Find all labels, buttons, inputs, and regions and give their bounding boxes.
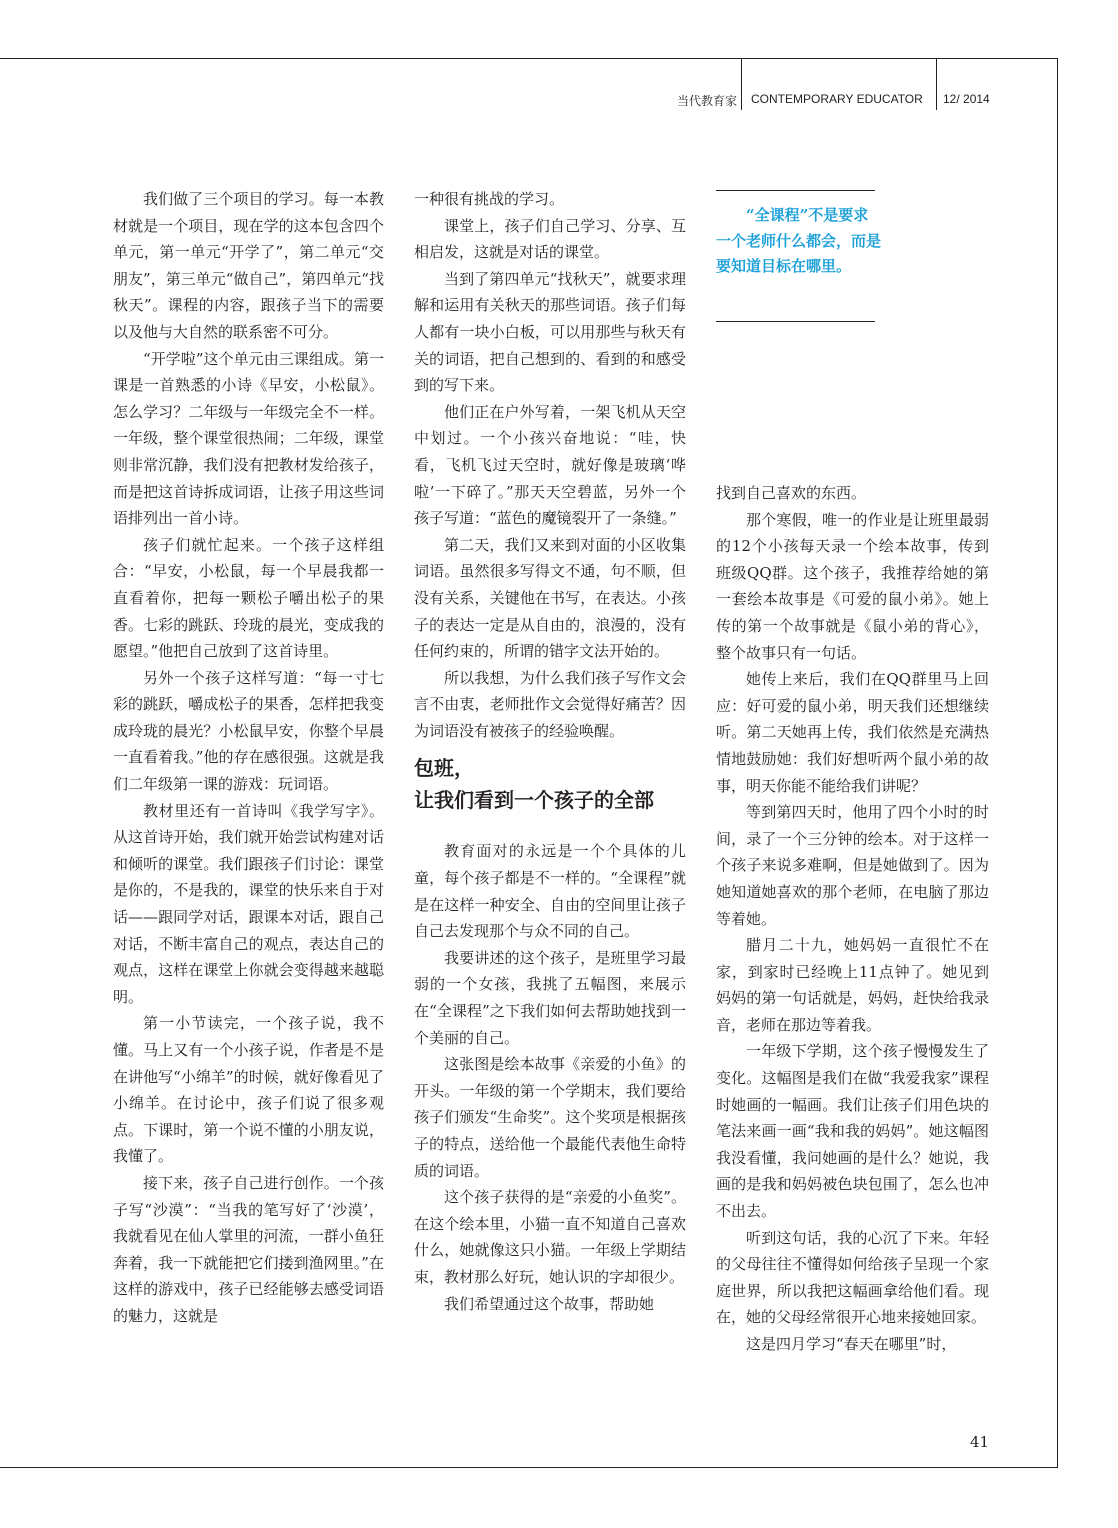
paragraph: 我们希望通过这个故事，帮助她	[444, 1294, 655, 1313]
section-title-line-1: 包班，	[414, 756, 474, 781]
paragraph: 接下来，孩子自己进行创作。一个孩子写“沙漠”：“当我的笔写好了‘沙漠’，我就看见在仙人掌里的河流，一群小鱼狂奔着，我一下就能把它们搂到渔网里。”在这样的游戏中，孩子已经能够去感受词语的魅力，这就是	[113, 1173, 384, 1325]
column-3	[716, 480, 989, 1358]
paragraph: 这是四月学习“春天在哪里”时，	[746, 1335, 957, 1353]
paragraph: 一年级下学期，这个孩子慢慢发生了变化。这幅图是我们在做“我爱我家”课程时她画的一幅画。我们让孩子们用色块的笔法来画一画“我和我的妈妈”。她这幅图我没看懂，我问她画的是什么？她说，我画的是我和妈妈被色块包围了，怎么也冲不出去。	[716, 1042, 989, 1221]
paragraph: 第二天，我们又来到对面的小区收集词语。虽然很多写得文不通，句不顺，但没有关系，关键他在书写，在表达。小孩子的表达一定是从自由的，浪漫的，没有任何约束的，所谓的错字文法开始的。	[414, 535, 686, 661]
header-divider-2	[936, 58, 937, 110]
paragraph: 找到自己喜欢的东西。	[716, 484, 867, 502]
paragraph: 腊月二十九，她妈妈一直很忙不在家，到家时已经晚上11点钟了。她见到妈妈的第一句话就是，妈妈，赶快给我录音，老师在那边等着我。	[716, 936, 989, 1034]
paragraph: 我要讲述的这个孩子，是班里学习最弱的一个女孩，我挑了五幅图，来展示在“全课程”之下我们如何去帮助她找到一个美丽的自己。	[414, 948, 686, 1047]
top-rule	[0, 58, 1058, 59]
pull-quote: “全课程”不是要求一个老师什么都会，而是要知道目标在哪里。	[716, 206, 882, 275]
section-title-line-2: 让我们看到一个孩子的全部	[414, 788, 654, 813]
paragraph: 孩子们就忙起来。一个孩子这样组合：“早安，小松鼠，每一个早晨我都一直看着你，把每一颗松子嚼出松子的果香。七彩的跳跃、玲珑的晨光，变成我的愿望。”他把自己放到了这首诗里。	[113, 535, 384, 661]
header-issue: 12/ 2014	[943, 92, 990, 106]
column-1	[113, 186, 384, 1330]
section-title	[414, 752, 686, 816]
bottom-rule	[0, 1467, 1058, 1468]
paragraph: “开学啦”这个单元由三课组成。第一课是一首熟悉的小诗《早安，小松鼠》。怎么学习？二年级与一年级完全不一样。一年级，整个课堂很热闹；二年级，课堂则非常沉静，我们没有把教材发给孩子，而是把这首诗拆成词语，让孩子用这些词语排列出一首小诗。	[113, 349, 384, 528]
paragraph: 一种很有挑战的学习。	[414, 190, 565, 208]
paragraph: 第一小节读完，一个孩子说，我不懂。马上又有一个小孩子说，作者是不是在讲他写“小绵羊”的时候，就好像看见了小绵羊。在讨论中，孩子们说了很多观点。下课时，第一个说不懂的小朋友说，我懂了。	[113, 1014, 384, 1166]
right-rule	[1057, 58, 1058, 1468]
paragraph: 另外一个孩子这样写道：“每一寸七彩的跳跃，嚼成松子的果香，怎样把我变成玲珑的晨光？小松鼠早安，你整个早晨一直看着我。”他的存在感很强。这就是我们二年级第一课的游戏：玩词语。	[113, 668, 384, 794]
header-magazine-en: CONTEMPORARY EDUCATOR	[751, 92, 923, 106]
paragraph: 听到这句话，我的心沉了下来。年轻的父母往往不懂得如何给孩子呈现一个家庭世界，所以我把这幅画拿给他们看。现在，她的父母经常很开心地来接她回家。	[716, 1228, 989, 1327]
paragraph: 教育面对的永远是一个个具体的儿童，每个孩子都是不一样的。“全课程”就是在这样一种安全、自由的空间里让孩子自己去发现那个与众不同的自己。	[414, 842, 686, 941]
paragraph: 等到第四天时，他用了四个小时的时间，录了一个三分钟的绘本。对于这样一个孩子来说多难啊，但是她做到了。因为她知道她喜欢的那个老师，在电脑了那边等着她。	[716, 803, 989, 928]
paragraph: 课堂上，孩子们自己学习、分享、互相启发，这就是对话的课堂。	[414, 216, 686, 262]
paragraph: 他们正在户外写着，一架飞机从天空中划过。一个小孩兴奋地说：“哇，快看，飞机飞过天空时，就好像是玻璃‘哗啦’一下碎了。”那天天空碧蓝，另外一个孩子写道：“蓝色的魔镜裂开了一条缝。”	[414, 402, 686, 528]
paragraph: 当到了第四单元“找秋天”，就要求理解和运用有关秋天的那些词语。孩子们每人都有一块小白板，可以用那些与秋天有关的词语，把自己想到的、看到的和感受到的写下来。	[414, 269, 686, 395]
pull-quote-bottom-rule	[716, 321, 875, 322]
paragraph: 这个孩子获得的是“亲爱的小鱼奖”。在这个绘本里，小猫一直不知道自己喜欢什么，她就像这只小猫。一年级上学期结束，教材那么好玩，她认识的字却很少。	[414, 1188, 686, 1286]
page-number: 41	[970, 1433, 990, 1451]
paragraph: 这张图是绘本故事《亲爱的小鱼》的开头。一年级的第一个学期末，我们要给孩子们颁发“生命奖”。这个奖项是根据孩子的特点，送给他一个最能代表他生命特质的词语。	[414, 1055, 686, 1180]
paragraph: 所以我想，为什么我们孩子写作文会言不由衷，老师批作文会觉得好痛苦？因为词语没有被孩子的经验唤醒。	[414, 668, 686, 740]
header-divider-1	[741, 58, 742, 110]
header-magazine-cn: 当代教育家	[677, 94, 738, 108]
pull-quote-top-rule	[716, 190, 875, 191]
paragraph: 我们做了三个项目的学习。每一本教材就是一个项目，现在学的这本包含四个单元，第一单元“开学了”，第二单元“交朋友”，第三单元“做自己”，第四单元“找秋天”。课程的内容，跟孩子当下的需要以及他与大自然的联系密不可分。	[113, 190, 384, 341]
column-2	[414, 186, 686, 1317]
paragraph: 她传上来后，我们在QQ群里马上回应：好可爱的鼠小弟，明天我们还想继续听。第二天她再上传，我们依然是充满热情地鼓励她：我们好想听两个鼠小弟的故事，明天你能不能给我们讲呢？	[716, 670, 989, 795]
paragraph: 那个寒假，唯一的作业是让班里最弱的12个小孩每天录一个绘本故事，传到班级QQ群。这个孩子，我推荐给她的第一套绘本故事是《可爱的鼠小弟》。她上传的第一个故事就是《鼠小弟的背心》，整个故事只有一句话。	[716, 510, 989, 662]
paragraph: 教材里还有一首诗叫《我学写字》。从这首诗开始，我们就开始尝试构建对话和倾听的课堂。我们跟孩子们讨论：课堂是你的，不是我的，课堂的快乐来自于对话——跟同学对话，跟课本对话，跟自己对话，不断丰富自己的观点，表达自己的观点，这样在课堂上你就会变得越来越聪明。	[113, 801, 384, 1006]
